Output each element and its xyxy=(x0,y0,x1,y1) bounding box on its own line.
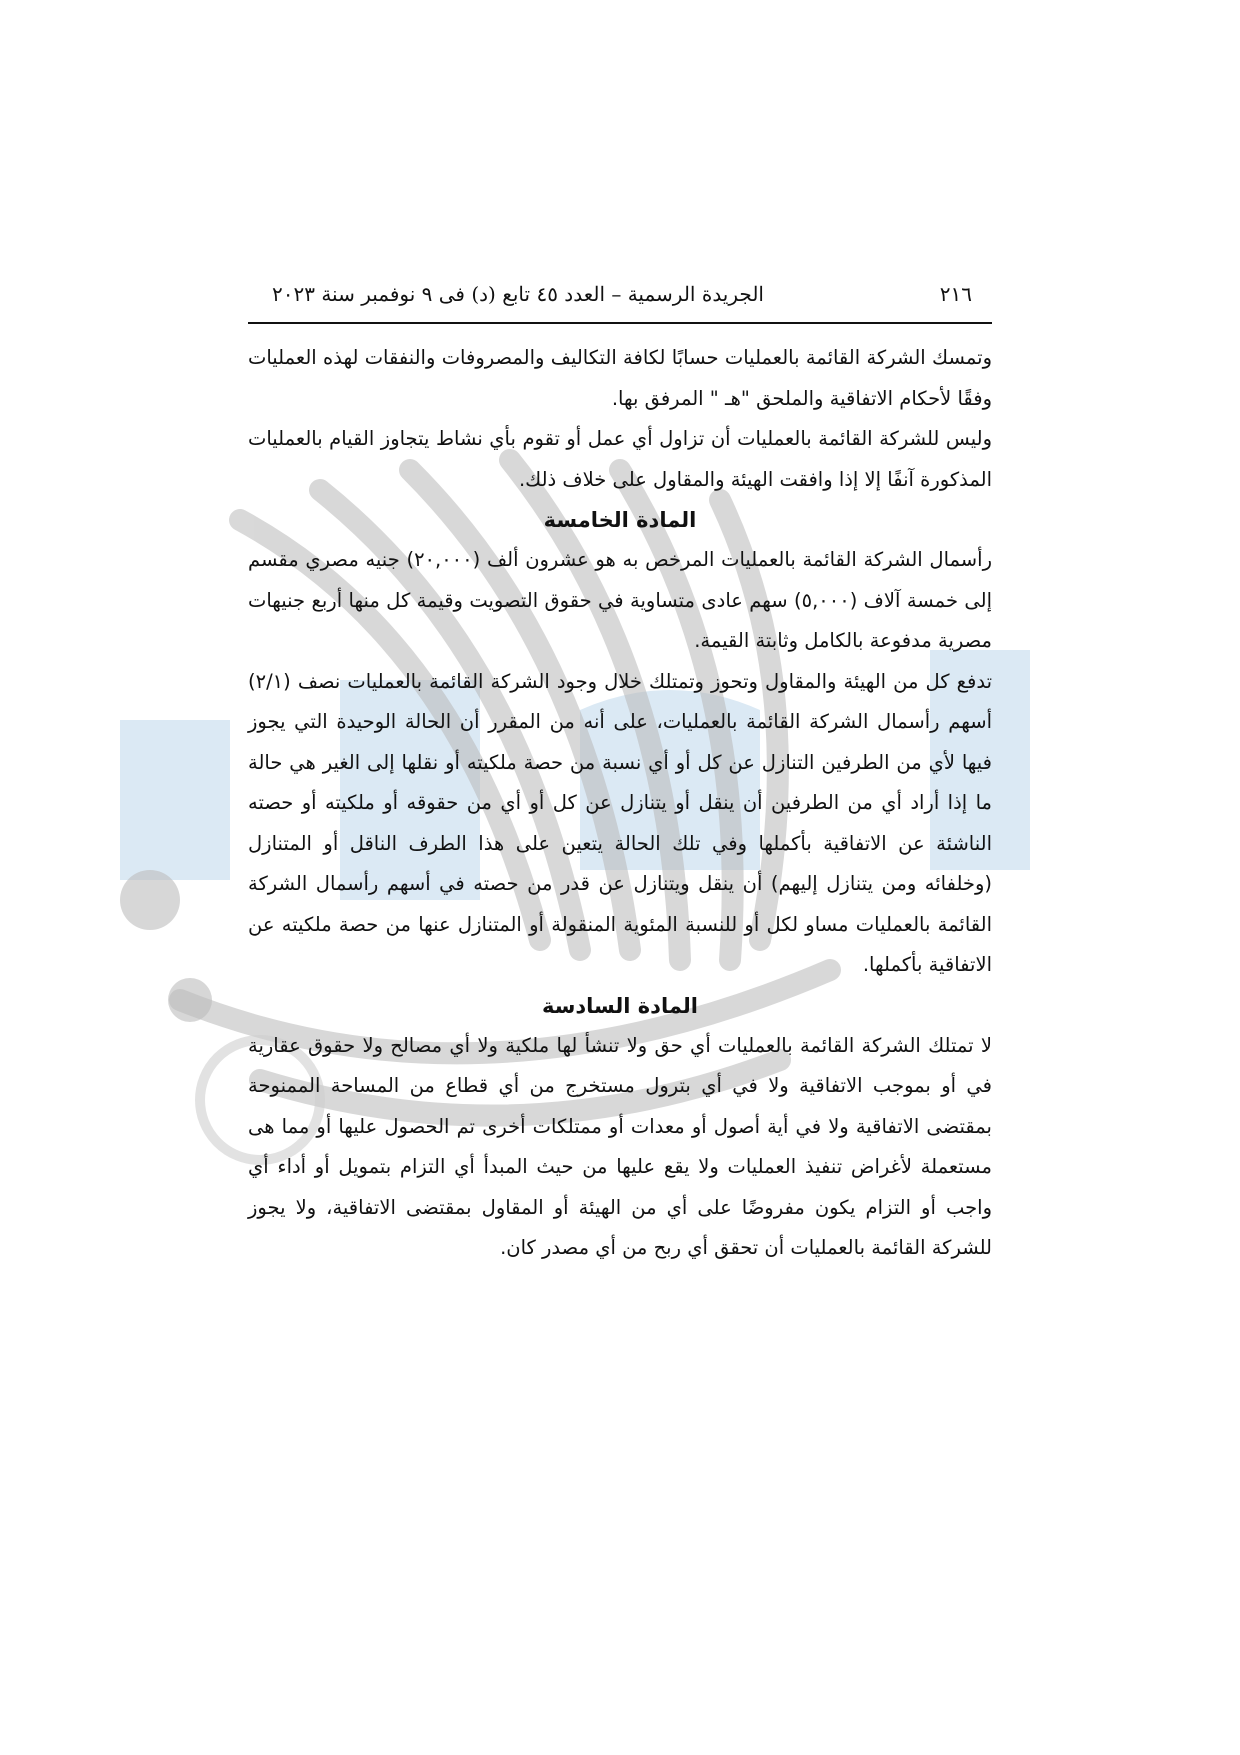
gazette-title: الجريدة الرسمية – العدد ٤٥ تابع (د) فى ٩ نوفمبر سنة ٢٠٢٣ xyxy=(272,282,764,306)
intro-paragraph-1: وتمسك الشركة القائمة بالعمليات حسابًا لكافة التكاليف والمصروفات والنفقات لهذه العمليات وفقًا لأحكام الاتفاقية والملحق "هـ " المرفق بها. xyxy=(248,346,992,410)
page-header xyxy=(248,282,992,322)
page-number: ٢١٦ xyxy=(939,282,972,306)
intro-paragraph-2: وليس للشركة القائمة بالعمليات أن تزاول أي عمل أو تقوم بأي نشاط يتجاوز القيام بالعمليات المذكورة آنفًا إلا إذا وافقت الهيئة والمقاول على خلاف ذلك. xyxy=(248,427,992,491)
article-5-paragraph-2: تدفع كل من الهيئة والمقاول وتحوز وتمتلك خلال وجود الشركة القائمة بالعمليات نصف (٢/١) أسهم رأسمال الشركة القائمة بالعمليات، على أنه من المقرر أن الحالة الوحيدة التي يجوز فيها لأي من الطرفين التنازل عن كل أو أي نسبة من حصة ملكيته أو نقلها إلى الغير هي حالة ما إذا أراد أي من الطرفين أن ينقل أو يتنازل عن كل أو أي من حقوقه أو ملكيته أو حصته الناشئة عن الاتفاقية بأكملها وفي تلك الحالة يتعين على هذا الطرف الناقل أو المتنازل (وخلفائه ومن يتنازل إليهم) أن ينقل ويتنازل عن قدر من حصته في أسهم رأسمال الشركة القائمة بالعمليات مساو لكل أو للنسبة المئوية المنقولة أو المتنازل عنها من حصة ملكيته عن الاتفاقية بأكملها. xyxy=(248,669,992,976)
header-divider xyxy=(248,322,992,324)
document-page xyxy=(248,282,992,1269)
article-6-paragraph-1: لا تمتلك الشركة القائمة بالعمليات أي حق ولا تنشأ لها ملكية ولا أي مصالح ولا حقوق عقارية في أو بموجب الاتفاقية ولا في أي بترول مستخرج من أي قطاع من المساحة الممنوحة بمقتضى الاتفاقية ولا في أية أصول أو معدات أو ممتلكات أخرى تم الحصول عليها أو مما هى مستعملة لأغراض تنفيذ العمليات ولا يقع عليها من حيث المبدأ أي التزام بتمويل أو أداء أي واجب أو التزام يكون مفروضًا على أي من الهيئة أو المقاول بمقتضى الاتفاقية، ولا يجوز للشركة القائمة بالعمليات أن تحقق أي ربح من أي مصدر كان. xyxy=(248,1033,992,1259)
article-5-heading: المادة الخامسة xyxy=(543,508,697,532)
article-5-paragraph-1: رأسمال الشركة القائمة بالعمليات المرخص به هو عشرون ألف (٢٠,٠٠٠) جنيه مصري مقسم إلى خمسة آلاف (٥,٠٠٠) سهم عادى متساوية في حقوق التصويت وقيمة كل منها أربع جنيهات مصرية مدفوعة بالكامل وثابتة القيمة. xyxy=(248,548,993,652)
article-6-heading: المادة السادسة xyxy=(541,993,699,1018)
